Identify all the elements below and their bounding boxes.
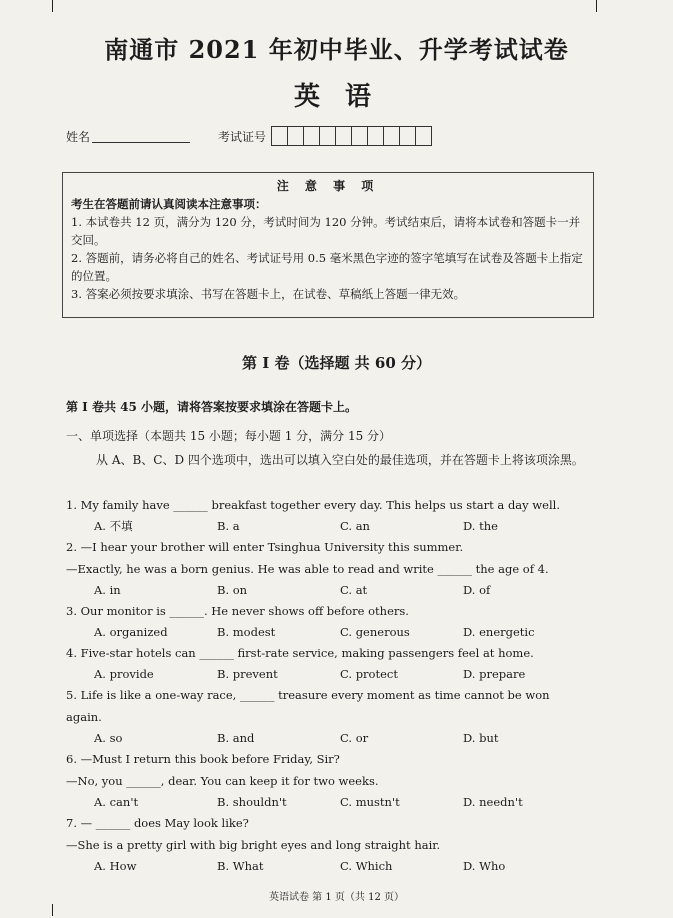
option[interactable]: B. on [217, 583, 248, 597]
notice-item-text: 答题前，请务必将自己的姓名、考试证号用 0.5 毫米黑色字迹的签字笔填写在试卷及答题卡上指定的位置。 [71, 251, 583, 283]
option[interactable]: D. energetic [463, 625, 535, 639]
option[interactable]: A. so [94, 731, 123, 745]
question-stem: 7. — ______ does May look like? [66, 816, 249, 830]
question-item [66, 642, 586, 684]
question-item [66, 748, 586, 812]
notice-intro: 考生在答题前请认真阅读本注意事项： [71, 197, 267, 211]
option[interactable]: B. shouldn't [217, 795, 287, 809]
option[interactable]: A. in [94, 583, 121, 597]
answer-options [66, 516, 586, 536]
notice-heading: 注 意 事 项 [276, 179, 380, 193]
id-box[interactable] [335, 126, 352, 146]
notice-item-text: 答案必须按要求填涂、书写在答题卡上，在试卷、草稿纸上答题一律无效。 [85, 287, 466, 301]
question-item [66, 600, 586, 642]
option[interactable]: B. prevent [217, 667, 278, 681]
option[interactable]: D. of [463, 583, 491, 597]
answer-options [66, 856, 586, 876]
option[interactable]: B. What [217, 859, 264, 873]
notice-item-text: 本试卷共 12 页，满分为 120 分，考试时间为 120 分钟。考试结束后，请将本试卷和答题卡一并交回。 [71, 215, 581, 247]
option[interactable]: C. mustn't [340, 795, 400, 809]
question-item [66, 812, 586, 876]
id-box[interactable] [399, 126, 416, 146]
question-item [66, 536, 586, 600]
question-item [66, 684, 586, 748]
option[interactable]: C. an [340, 519, 370, 533]
question-item [66, 494, 586, 536]
part-description: 从 A、B、C、D 四个选项中，选出可以填入空白处的最佳选项，并在答题卡上将该项涂黑。 [96, 453, 584, 467]
question-stem: 5. Life is like a one-way race, ______ treasure every moment as time cannot be won again. [66, 688, 550, 724]
question-stem-reply: —No, you ______, dear. You can keep it for two weeks. [66, 774, 379, 788]
subject-title: 英 语 [293, 82, 380, 112]
id-box[interactable] [319, 126, 336, 146]
crop-mark [52, 904, 53, 916]
question-stem: 1. My family have ______ breakfast together every day. This helps us start a day well. [66, 498, 560, 512]
option[interactable]: A. How [94, 859, 137, 873]
option[interactable]: A. organized [94, 625, 168, 639]
exam-title: 南通市 2021 年初中毕业、升学考试试卷 [104, 35, 569, 64]
part-heading: 一、单项选择（本题共 15 小题；每小题 1 分，满分 15 分） [66, 429, 392, 443]
id-box[interactable] [367, 126, 384, 146]
option[interactable]: D. Who [463, 859, 506, 873]
section-instruction: 第 I 卷共 45 小题，请将答案按要求填涂在答题卡上。 [66, 400, 358, 414]
option[interactable]: A. can't [94, 795, 139, 809]
name-field[interactable] [92, 130, 190, 143]
option[interactable]: C. or [340, 731, 369, 745]
notice-item-number: 2. [71, 251, 82, 265]
option[interactable]: B. and [217, 731, 255, 745]
crop-mark [52, 0, 53, 12]
name-label: 姓名 [66, 129, 91, 144]
id-box[interactable] [415, 126, 432, 146]
answer-options [66, 792, 586, 812]
option[interactable]: C. Which [340, 859, 393, 873]
option[interactable]: B. a [217, 519, 240, 533]
id-box[interactable] [287, 126, 304, 146]
id-box[interactable] [303, 126, 320, 146]
notice-item [71, 213, 585, 249]
option[interactable]: B. modest [217, 625, 276, 639]
id-label: 考试证号 [218, 129, 267, 144]
option[interactable]: C. generous [340, 625, 410, 639]
id-box[interactable] [271, 126, 288, 146]
option[interactable]: A. 不填 [94, 519, 133, 533]
question-stem-reply: —Exactly, he was a born genius. He was able to read and write ______ the age of 4. [66, 562, 549, 576]
notice-box [62, 172, 594, 318]
answer-options [66, 664, 586, 684]
notice-item-number: 1. [71, 215, 82, 229]
id-box[interactable] [383, 126, 400, 146]
option[interactable]: C. protect [340, 667, 398, 681]
answer-options [66, 622, 586, 642]
question-list [66, 494, 586, 876]
crop-mark [596, 0, 597, 12]
id-box[interactable] [351, 126, 368, 146]
option[interactable]: D. the [463, 519, 498, 533]
option[interactable]: D. needn't [463, 795, 523, 809]
notice-item-number: 3. [71, 287, 82, 301]
candidate-fields [66, 126, 432, 146]
page-footer: 英语试卷 第 1 页（共 12 页） [269, 892, 404, 903]
notice-item [71, 285, 585, 303]
id-boxes[interactable] [272, 126, 432, 146]
question-stem: 3. Our monitor is ______. He never shows off before others. [66, 604, 409, 618]
question-stem: 6. —Must I return this book before Friday, Sir? [66, 752, 340, 766]
question-stem: 2. —I hear your brother will enter Tsinghua University this summer. [66, 540, 464, 554]
option[interactable]: C. at [340, 583, 368, 597]
option[interactable]: A. provide [94, 667, 154, 681]
answer-options [66, 580, 586, 600]
question-stem: 4. Five-star hotels can ______ first-rate service, making passengers feel at home. [66, 646, 534, 660]
section-title: 第 I 卷（选择题 共 60 分） [241, 354, 431, 372]
option[interactable]: D. but [463, 731, 499, 745]
answer-options [66, 728, 586, 748]
option[interactable]: D. prepare [463, 667, 526, 681]
question-stem-reply: —She is a pretty girl with big bright eyes and long straight hair. [66, 838, 441, 852]
notice-item [71, 249, 585, 285]
